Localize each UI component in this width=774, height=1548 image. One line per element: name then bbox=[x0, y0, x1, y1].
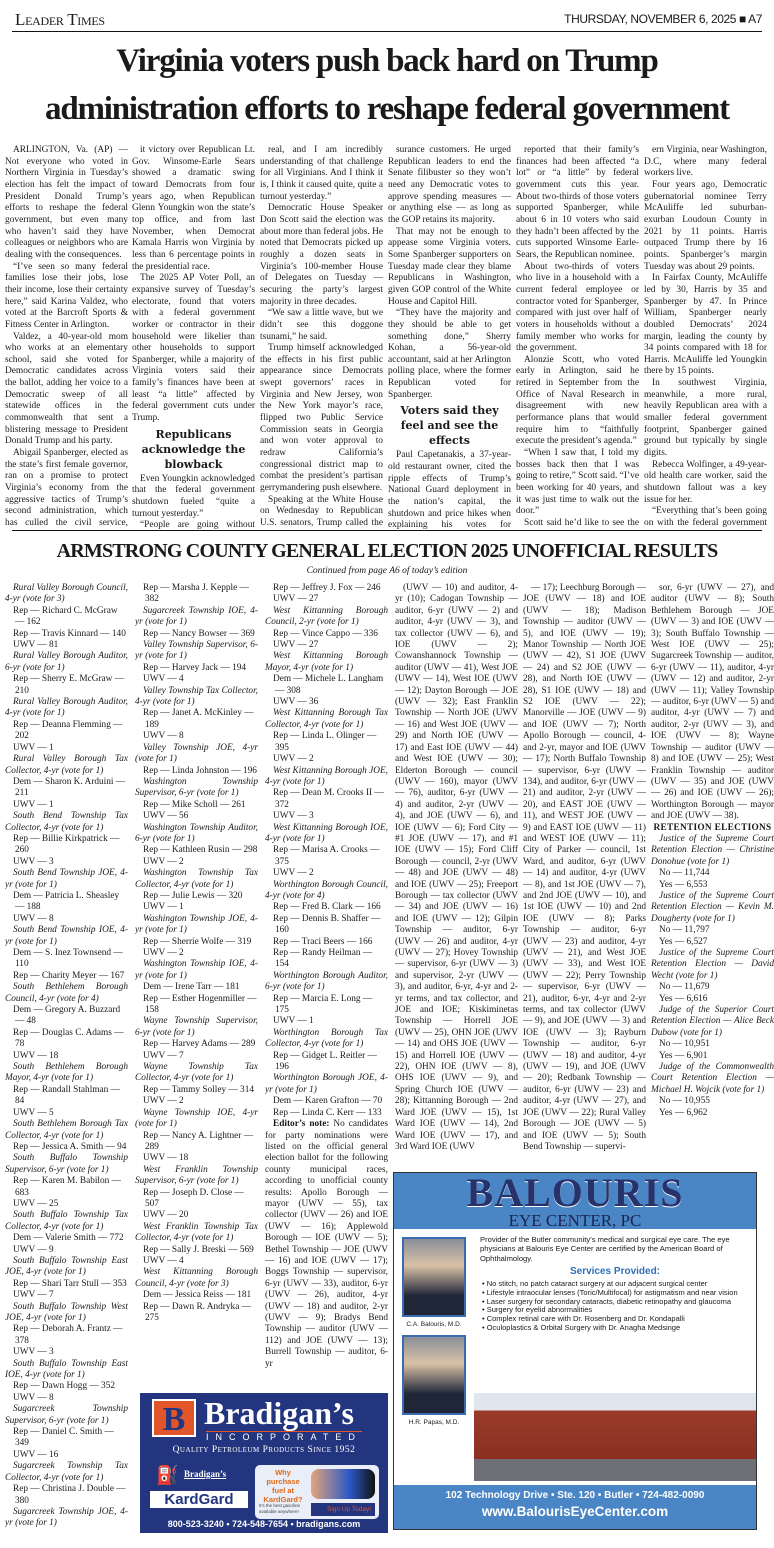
result-line: UWV — 27 bbox=[273, 594, 319, 605]
result-line: UWV — 1 bbox=[143, 902, 184, 913]
result-line: Dem — Irene Tarr — 181 bbox=[143, 982, 240, 993]
result-line: Rep — Deanna Flemming — 202 bbox=[13, 719, 123, 742]
race-title: Valley Township Supervisor, 6-yr (vote for 1) bbox=[135, 640, 258, 662]
result-line: UWV — 1 bbox=[13, 799, 54, 810]
result-line: No — 11,797 bbox=[659, 925, 710, 936]
result-line: Rep — Christina J. Double — 380 bbox=[13, 1484, 126, 1506]
paragraph: ARLINGTON, Va. (AP) — Not everyone who voted in Northern Virginia in Tuesday’s election has felt the impact of President Donald Trump’s efforts to reshape the federal government, but even many who haven’t said they have colleagues or neighbors who are dealing with the consequences. bbox=[5, 145, 128, 260]
race-title: Worthington Borough Tax Collector, 4-yr (vote for 1) bbox=[265, 1027, 388, 1050]
result-line: Dem — Valerie Smith — 772 bbox=[13, 1233, 124, 1244]
result-line: UWV — 81 bbox=[13, 640, 59, 651]
result-line: UWV — 20 bbox=[143, 1210, 189, 1221]
promo-question: Why purchase fuel at KardGard? bbox=[263, 1468, 303, 1504]
result-line: UWV — 25 bbox=[13, 1198, 59, 1209]
race-title: South Bend Township Tax Collector, 4-yr (vote for 1) bbox=[5, 811, 128, 833]
result-line: UWV — 2 bbox=[143, 856, 184, 867]
results-column bbox=[135, 583, 258, 1388]
race-title: Sugarcreek Township Supervisor, 6-yr (vote for 1) bbox=[5, 1404, 128, 1426]
divider bbox=[12, 31, 762, 32]
section-heading: RETENTION ELECTIONS bbox=[653, 822, 772, 833]
result-line: No — 11,744 bbox=[659, 868, 710, 879]
results-column bbox=[523, 583, 646, 1163]
paragraph: Paul Capetanakis, a 37-year-old restaurant owner, cited the ripple effects of Trump’s National Guard deployment in the nation’s capital, the shutdown and price hikes when explaining his votes for bbox=[388, 450, 511, 530]
kardgard-wordmark: KardGard bbox=[150, 1491, 248, 1508]
result-line: UWV — 4 bbox=[143, 1255, 184, 1266]
result-line: Yes — 6,901 bbox=[659, 1050, 708, 1061]
race-title: South Buffalo Township East JOE, 4-yr (vote for 1) bbox=[5, 1255, 128, 1278]
editors-note: sor, 6-yr (UWV — 27), and auditor (UWV — 8); South Bethlehem Borough — JOE (UWV — 3) and IOE (UWV — 3); South Buffalo Township — West IOE (UWV — 25); Sugarcreek Township — auditor, 6-yr (UWV — 11), auditor, 4-yr (UWV — 12) and auditor, 2-yr (UWV — 11); Valley Township — auditor, 6-yr (UWV — 5) and auditor, 4-yr (UWV — 7) and auditor, 2-yr (UWV — 3), and IOE (UWV — 8); Wayne Township — auditor (UWV — 8) and IOE (UWV — 25); West Franklin Township — auditor (UWV — 35) and JOE (UWV — 26) and IOE (UWV — 26); Worthington Borough — mayor and JOE (UWV — 38). bbox=[651, 583, 774, 822]
result-line: Rep — Karen M. Babilon — 683 bbox=[13, 1176, 121, 1198]
service-item: • No stitch, no patch cataract surgery at our adjacent surgical center bbox=[480, 1280, 752, 1289]
service-item: • Laser surgery for secondary cataracts, diabetic retinopathy and glaucoma bbox=[480, 1298, 752, 1307]
balouris-footer bbox=[394, 1485, 756, 1530]
paragraph: Speaking at the White House on Wednesday to Republican U.S. senators, Trump called the bbox=[260, 494, 383, 528]
building-photo bbox=[474, 1393, 756, 1481]
results-title bbox=[12, 537, 762, 565]
result-line: No — 10,951 bbox=[659, 1039, 710, 1050]
result-line: Rep — Harvey Jack — 194 bbox=[143, 662, 247, 673]
paragraph: About two-thirds of voters who live in a household with a current federal employee or contractor voted for Spanberger, compared with just over half of voters in households without a family member who works for the government. bbox=[516, 261, 639, 354]
results-subtitle: Continued from page A6 of today’s edition bbox=[306, 566, 468, 576]
service-item: • Lifestyle intraocular lenses (Toric/Multifocal) for astigmatism and near vision bbox=[480, 1289, 752, 1298]
paragraph: Four years ago, Democratic gubernatorial nominee Terry McAuliffe led suburban-exurban Loudoun County in 2021 by 11 points. Harris outpaced Trump there by 16 points. Spanberger’s margin Tuesday was about 29 points. bbox=[644, 179, 767, 272]
result-line: Rep — Dawn R. Andryka — 275 bbox=[143, 1301, 251, 1323]
race-title: South Bend Township JOE, 4-yr (vote for 1) bbox=[5, 868, 128, 890]
race-title: Washington Township JOE, 4-yr (vote for 1) bbox=[135, 913, 258, 936]
results-column bbox=[395, 583, 518, 1163]
result-line: Dem — Michele L. Langham — 308 bbox=[273, 674, 384, 696]
result-line: UWV — 3 bbox=[13, 1347, 54, 1358]
result-line: UWV — 2 bbox=[143, 1096, 184, 1107]
race-title: West Franklin Township Tax Collector, 4-yr (vote for 1) bbox=[135, 1221, 258, 1244]
race-title: Washington Township Supervisor, 6-yr (vote for 1) bbox=[135, 776, 258, 799]
race-title: West Franklin Township Supervisor, 6-yr (vote for 1) bbox=[135, 1164, 258, 1187]
result-line: Rep — Nancy Bowser — 369 bbox=[143, 628, 255, 639]
result-line: UWV — 2 bbox=[273, 868, 314, 879]
results-column bbox=[651, 583, 774, 1163]
balouris-banner bbox=[394, 1173, 756, 1229]
kardgard-brand: Bradigan’s bbox=[184, 1469, 227, 1479]
result-line: Rep — Deborah A. Frantz — 378 bbox=[13, 1324, 123, 1346]
results-column bbox=[5, 583, 128, 1548]
paragraph: Scott said he’d like to see the bbox=[524, 518, 639, 528]
result-line: UWV — 36 bbox=[273, 697, 319, 708]
race-title: West Kittanning Borough Council, 2-yr (vote for 1) bbox=[265, 605, 388, 628]
result-line: Rep — Gidget L. Reitler — 196 bbox=[273, 1050, 377, 1073]
result-line: Rep — Daniel C. Smith — 349 bbox=[13, 1427, 114, 1449]
article-column bbox=[260, 145, 383, 530]
service-item: • Complex retinal care with Dr. Rosenberg and Dr. Kondapalli bbox=[480, 1315, 752, 1324]
race-title: Justice of the Supreme Court Retention Election — David Wecht (vote for 1) bbox=[651, 948, 774, 981]
race-title: Justice of the Supreme Court Retention Election — Kevin M. Dougherty (vote for 1) bbox=[651, 890, 774, 924]
result-line: Rep — Dawn Hogg — 352 bbox=[13, 1381, 115, 1392]
result-line: No — 10,955 bbox=[659, 1096, 710, 1107]
result-line: UWV — 3 bbox=[13, 856, 54, 867]
result-line: UWV — 8 bbox=[143, 731, 184, 742]
headline-text: administration efforts to reshape federal government bbox=[45, 91, 729, 127]
race-title: Rural Valley Borough Council, 4-yr (vote for 3) bbox=[5, 583, 128, 605]
result-line: UWV — 7 bbox=[143, 1050, 184, 1061]
result-line: Rep — Jessica A. Smith — 94 bbox=[13, 1141, 127, 1152]
balouris-intro: Provider of the Butler community’s medical and surgical eye care. The eye physicians at Balouris Eye Center are certified by the American Board of Ophthalmology. bbox=[480, 1235, 730, 1263]
paragraph: Alonzie Scott, who voted early in Arlington, said he retired in September from the Office of Naval Research in disagreement with new performance plans that would require him to “faithfully execute the president’s agenda.” bbox=[516, 354, 639, 447]
result-line: UWV — 1 bbox=[13, 742, 54, 753]
signup-label: Sign Up Today! bbox=[311, 1503, 375, 1516]
divider bbox=[12, 530, 762, 531]
editors-note-text: No candidates for party nominations were listed on the official general election ballot for the following county municipal races, according to unofficial county results: Apollo Borough — mayor (UWV — 55), tax collector (UWV — 26) and IOE (UWV — 16); Applewold Borough — IOE (UWV — 5); Bethel Township — JOE (UWV — 16) and IOE (UWV — 17); Boggs Township — supervisor, 6-yr (UWV — 33), auditor, 6-yr (UWV — 26), auditor, 4-yr (UWV — 18) and auditor, 2-yr (UWV — 9); Bradys Bend Township — auditor (UWV — 112) and JOE (UWV — 13); Burrell Township — auditor, 6-yr bbox=[265, 1119, 388, 1369]
result-line: Dem — Gregory A. Buzzard — 48 bbox=[13, 1005, 121, 1027]
promo-note: It’s the best gasoline available anywhere! bbox=[259, 1503, 300, 1514]
race-title: Washington Township Auditor, 6-yr (vote for 1) bbox=[135, 822, 258, 844]
article-column bbox=[132, 145, 255, 530]
paragraph: Rebecca Wolfinger, a 49-year-old health care worker, said the shutdown fallout was a key issue for her. bbox=[644, 459, 767, 505]
services-title: Services Provided: bbox=[569, 1266, 661, 1277]
result-line: UWV — 9 bbox=[13, 1244, 54, 1255]
race-title: Rural Valley Borough Auditor, 4-yr (vote for 1) bbox=[5, 697, 128, 719]
result-line: Rep — Linda Johnston — 196 bbox=[143, 765, 257, 776]
result-line: UWV — 18 bbox=[13, 1050, 59, 1061]
race-title: South Buffalo Township Supervisor, 6-yr (vote for 1) bbox=[5, 1153, 128, 1175]
race-title: West Kittanning Borough Mayor, 4-yr (vote for 1) bbox=[265, 651, 388, 673]
paragraph: Democratic House Speaker Don Scott said the election was about more than federal jobs. He noted that Democrats picked up roughly a dozen seats in Virginia’s 100-member House of Delegates on Tuesday — securing the party’s largest majority in three decades. bbox=[260, 203, 383, 307]
race-title: South Bethlehem Borough Council, 4-yr (vote for 4) bbox=[5, 982, 128, 1004]
kardgard-promo bbox=[255, 1465, 379, 1519]
results-title-text: ARMSTRONG COUNTY GENERAL ELECTION 2025 UNOFFICIAL RESULTS bbox=[56, 540, 718, 562]
doctor-photo bbox=[402, 1237, 466, 1317]
race-title: South Bethlehem Borough Mayor, 4-yr (vote for 1) bbox=[5, 1062, 128, 1084]
result-line: Rep — Billie Kirkpatrick — 260 bbox=[13, 833, 120, 856]
race-title: Valley Township JOE, 4-yr (vote for 1) bbox=[135, 742, 258, 765]
result-line: Dem — Sharon K. Arduini — 211 bbox=[13, 776, 126, 799]
balouris-name: BALOURIS bbox=[466, 1172, 684, 1215]
bradigans-name: Bradigan’s bbox=[204, 1395, 354, 1431]
result-line: Rep — Douglas C. Adams — 78 bbox=[13, 1027, 124, 1050]
article-column bbox=[5, 145, 128, 530]
paragraph: “We saw a little wave, but we didn’t see this doggone tsunami,” he said. bbox=[260, 308, 383, 342]
result-line: Rep — Mike Scholl — 261 bbox=[143, 799, 246, 810]
result-line: Rep — Nancy A. Lightner — 289 bbox=[143, 1130, 253, 1152]
result-line: Yes — 6,616 bbox=[659, 993, 708, 1004]
result-line: Rep — Marcia E. Long — 175 bbox=[273, 993, 373, 1016]
balouris-website[interactable]: www.BalourisEyeCenter.com bbox=[481, 1504, 669, 1519]
result-line: UWV — 8 bbox=[13, 1392, 54, 1403]
result-line: Yes — 6,553 bbox=[659, 879, 708, 890]
race-title: South Bethlehem Borough Tax Collector, 4-yr (vote for 1) bbox=[5, 1119, 128, 1141]
result-line: Rep — Sherrie Wolfe — 319 bbox=[143, 936, 252, 947]
result-line: Rep — Dean M. Crooks II — 372 bbox=[273, 788, 384, 810]
balouris-ad[interactable] bbox=[393, 1172, 757, 1530]
balouris-address: 102 Technology Drive • Ste. 120 • Butler • 724-482-0090 bbox=[445, 1490, 705, 1501]
services-list bbox=[480, 1280, 752, 1333]
race-title: West Kittanning Borough IOE, 4-yr (vote for 1) bbox=[265, 822, 388, 844]
result-line: Rep — Marisa A. Crooks — 375 bbox=[273, 845, 380, 867]
paragraph: reported that their family’s finances had been affected “a lot” or “a little” by federal government cuts this year. About two-thirds of those voters supported Spanberger, while about 6 in 10 voters who said they hadn’t been affected by the cuts supported Winsome Earle-Sears, the Republican nominee. bbox=[516, 145, 639, 260]
service-item: • Oculoplastics & Orbital Surgery with Dr. Anagha Medsinge bbox=[480, 1324, 752, 1333]
result-line: Rep — Charity Meyer — 167 bbox=[13, 970, 125, 981]
fuel-pump-icon: ⛽ bbox=[156, 1465, 179, 1485]
headline-text: Virginia voters push back hard on Trump bbox=[116, 43, 658, 79]
balouris-sub: EYE CENTER, PC bbox=[508, 1211, 642, 1230]
doctor-caption: H.R. Papas, M.D. bbox=[408, 1419, 460, 1426]
fuel-nozzle-image bbox=[311, 1469, 375, 1499]
result-line: UWV — 5 bbox=[13, 1107, 54, 1118]
paragraph: “People are going without bbox=[140, 520, 255, 530]
result-line: UWV — 2 bbox=[273, 754, 314, 765]
race-title: Valley Township Tax Collector, 4-yr (vote for 1) bbox=[135, 685, 258, 708]
race-title: Worthington Borough Auditor, 6-yr (vote for 1) bbox=[265, 970, 388, 993]
editors-note: (UWV — 10) and auditor, 4-yr (10); Cadogan Township — auditor, 6-yr (UWV — 2) and auditor, 4-yr (UWV — 3), and tax collector (UWV — 6), and IOE (UWV — 2); Cowanshannock Township — auditor (UWV — 41), West JOE (UWV — 14), West IOE (UWV — 12); Dayton Borough — JOE (UWV — 32); East Franklin Township — North JOE (UWV — 16) and West JOE (UWV — 29) and North IOE (UWV — 17) and East IOE (UWV — 44) and West IOE (UWV — 30); Elderton Borough — council (UWV — 160), mayor (UWV — 76), auditor, 6-yr (UWV — 4) and auditor, 2-yr (UWV — 4), and JOE (UWV — 6), and IOE (UWV — 6); Ford City — #1 JOE (UWV — 17), and #1 IOE (UWV — 15); Ford Cliff Borough — council, 2-yr (UWV — 48) and JOE (UWV — 48) and IOE (UWV — 25); Freeport Borough — tax collector (UWV — 34) and JOE (UWV — 16) and IOE (UWV — 12); Gilpin Township — auditor, 6-yr (UWV — 26) and auditor, 4-yr (UWV — 27); Hovey Township — supervisor, 6-yr (UWV — 3) and supervisor, 2-yr (UWV — 3), and auditor, 6-yr, 4-yr and 2-yr terms, and tax collector, and JOE and IOE; Kiskiminetas Township — Horrell JOE (UWV — 25), OHN JOE (UWV — 14) and OHS JOE (UWV — 15) and Horrell IOE (UWV — 22), OHN IOE (UWV — 8), OHS IOE (UWV — 9), and Spring Church IOE (UWV — 28); Kittanning Borough — 2nd Ward JOE (UWV — 15), 1st Ward IOE (UWV — 14), 2nd Ward IOE (UWV — 17), and 3rd Ward IOE (UWV bbox=[395, 583, 518, 1152]
race-title: Sugarcreek Township IOE, 4-yr (vote for 1) bbox=[135, 605, 258, 628]
race-title: Wayne Township IOE, 4-yr (vote for 1) bbox=[135, 1107, 258, 1130]
result-line: UWV — 18 bbox=[143, 1153, 189, 1164]
doctor-photo bbox=[402, 1335, 466, 1415]
paragraph: In southwest Virginia, meanwhile, a more rural, heavily Republican area with a smaller federal government footprint, Spanberger gained ground but typically by single digits. bbox=[644, 378, 767, 459]
result-line: No — 11,679 bbox=[659, 982, 710, 993]
paragraph: “They have the majority and they should be able to get something done,” Sherry Kohan, a 56-year-old accountant, said at her Arlington polling place, where the former Republican voted for Spanberger. bbox=[388, 308, 511, 400]
race-title: Wayne Township Supervisor, 6-yr (vote for 1) bbox=[135, 1016, 258, 1038]
race-title: Wayne Township Tax Collector, 4-yr (vote for 1) bbox=[135, 1062, 258, 1084]
paragraph: “I’ve seen so many federal families lose their jobs, lose their income, lose their certainty here,” said Karina Valdez, who voted at the Barcroft Sports & Fitness Center in Arlington. bbox=[5, 261, 128, 330]
result-line: Rep — Randall Stahlman — 84 bbox=[13, 1084, 120, 1107]
subheading: Voters said they feel and see the effects bbox=[400, 404, 499, 448]
result-line: Rep — Dennis B. Shaffer — 160 bbox=[273, 913, 381, 936]
paragraph: In Fairfax County, McAuliffe led by 30, Harris by 35 and Spanberger by 47. In Prince William, Spanberger nearly doubled Democrats’ 2024 margin, leading the county by 34 points compared with 18 for Harris. McAuliffe led Youngkin there by 15 points. bbox=[644, 273, 767, 377]
race-title: Judge of the Commonwealth Court Retention Election — Michael H. Wojcik (vote for 1) bbox=[651, 1062, 774, 1095]
race-title: West Kittanning Borough Council, 4-yr (vote for 3) bbox=[135, 1267, 258, 1289]
race-title: West Kittanning Borough Tax Collector, 4-yr (vote for 1) bbox=[265, 708, 388, 730]
paragraph: “When I saw that, I told my bosses back then that I was going to retire,” Scott said. “I’ve been working for 40 years, and it was just time to walk out the door.” bbox=[516, 448, 639, 517]
result-line: Rep — Randy Heilman — 154 bbox=[273, 948, 373, 970]
race-title: Rural Valley Borough Tax Collector, 4-yr (vote for 1) bbox=[5, 754, 128, 776]
result-line: Dem — Jessica Reiss — 181 bbox=[143, 1290, 252, 1301]
result-line: Dem — Patricia L. Sheasley — 188 bbox=[13, 890, 120, 913]
race-title: South Buffalo Township West JOE, 4-yr (vote for 1) bbox=[5, 1301, 128, 1323]
result-line: Rep — Esther Hogenmiller — 158 bbox=[143, 993, 257, 1016]
masthead: Leader Times bbox=[15, 10, 105, 29]
race-title: Worthington Borough Council, 4-yr (vote for 4) bbox=[265, 879, 388, 901]
result-line: Rep — Sherry E. McGraw — 210 bbox=[13, 674, 125, 696]
kardgard-logo bbox=[150, 1465, 248, 1509]
result-line: UWV — 8 bbox=[13, 913, 54, 924]
doctor-caption: C.A. Balouris, M.D. bbox=[406, 1321, 462, 1328]
result-line: UWV — 1 bbox=[273, 1016, 314, 1027]
result-line: Rep — Linda L. Olinger — 395 bbox=[273, 731, 377, 753]
paragraph: Abigail Spanberger, elected as the state’s first female governor, ran on a promise to protect Virginia’s economy from the aggressive tactics of Trump’s second administration, which has culled the civil service, bbox=[5, 448, 128, 528]
result-line: Rep — Travis Kinnard — 140 bbox=[13, 628, 126, 639]
result-line: Dem — S. Inez Townsend — 110 bbox=[13, 948, 123, 970]
race-title: Worthington Borough JOE, 4-yr (vote for 1) bbox=[265, 1073, 388, 1095]
race-title: Washington Township IOE, 4-yr (vote for 1) bbox=[135, 959, 258, 981]
dateline: THURSDAY, NOVEMBER 6, 2025 ■ A7 bbox=[564, 12, 762, 26]
headline-line-1 bbox=[12, 38, 762, 84]
editors-note bbox=[265, 1119, 388, 1370]
race-title: West Kittanning Borough JOE, 4-yr (vote for 1) bbox=[265, 765, 388, 787]
result-line: Rep — Linda C. Kerr — 133 bbox=[273, 1107, 382, 1118]
race-title: Sugarcreek Township Tax Collector, 4-yr (vote for 1) bbox=[5, 1461, 128, 1483]
result-line: Rep — Harvey Adams — 289 bbox=[143, 1039, 256, 1050]
paragraph: real, and I am incredibly understanding of that challenge for all Virginians. And I think it is, I think it caused quite, quite a turnout yesterday.” bbox=[260, 145, 383, 202]
bradigans-ad[interactable] bbox=[140, 1393, 388, 1533]
result-line: Rep — Jeffrey J. Fox — 246 bbox=[273, 583, 381, 593]
result-line: UWV — 3 bbox=[273, 811, 314, 822]
headline-line-2 bbox=[12, 86, 762, 132]
race-title: Sugarcreek Township JOE, 4-yr (vote for 1) bbox=[5, 1506, 128, 1529]
paragraph: “Everything that’s been going on with the federal government bbox=[644, 506, 767, 528]
paragraph: Trump himself acknowledged the effects in his first public appearance since Democrats swept governors’ races in Virginia and New Jersey, won the New York mayor’s race, flipped two Public Service Commission seats in Georgia and won voter approval to redraw California’s congressional district map to combat the president’s partisan gerrymandering push elsewhere. bbox=[260, 343, 383, 494]
service-item: • Surgery for eyelid abnormalities bbox=[480, 1306, 752, 1315]
editors-note-label: Editor’s note: bbox=[273, 1119, 330, 1130]
bradigans-inc: INCORPORATED bbox=[206, 1432, 362, 1442]
race-title: Justice of the Supreme Court Retention Election — Christine Donohue (vote for 1) bbox=[651, 833, 774, 867]
result-line: Rep — Fred B. Clark — 166 bbox=[273, 902, 381, 913]
bradigans-tagline: Quality Petroleum Products Since 1952 bbox=[172, 1445, 356, 1455]
article-column bbox=[644, 145, 767, 530]
race-title: Rural Valley Borough Auditor, 6-yr (vote for 1) bbox=[5, 651, 128, 673]
paragraph: ern Virginia, near Washington, D.C, where many federal workers live. bbox=[644, 145, 767, 179]
result-line: Rep — Julie Lewis — 320 bbox=[143, 890, 243, 901]
result-line: UWV — 2 bbox=[143, 948, 184, 958]
result-line: Yes — 6,962 bbox=[659, 1107, 708, 1118]
result-line: Rep — Shari Tarr Stull — 353 bbox=[13, 1278, 127, 1289]
results-column bbox=[265, 583, 388, 1373]
bradigans-logo: B bbox=[152, 1399, 196, 1437]
result-line: Yes — 6,527 bbox=[659, 936, 708, 947]
result-line: UWV — 56 bbox=[143, 811, 189, 822]
race-title: South Buffalo Township East IOE, 4-yr (vote for 1) bbox=[5, 1358, 128, 1381]
result-line: UWV — 7 bbox=[13, 1290, 54, 1301]
race-title: Washington Township Tax Collector, 4-yr (vote for 1) bbox=[135, 868, 258, 890]
paragraph: The 2025 AP Voter Poll, an expansive survey of Tuesday’s electorate, found that voters with a federal government worker or contractor in their household were likelier than other households to support Spanberger, while a majority of Virginia voters said their family’s finances have been at least “a little” affected by federal government cuts under Trump. bbox=[132, 273, 255, 424]
result-line: Rep — Tammy Solley — 314 bbox=[143, 1084, 254, 1095]
paragraph: surance customers. He urged Republican leaders to end the Senate filibuster so they won’t need any Democratic votes to approve spending measures — or anything else — as long as the GOP retains its majority. bbox=[388, 145, 511, 225]
subheading: Republicans acknowledge the blowback bbox=[141, 427, 246, 471]
result-line: UWV — 16 bbox=[13, 1449, 59, 1460]
race-title: South Bend Township IOE, 4-yr (vote for 1) bbox=[5, 925, 128, 947]
editors-note: — 17); Leechburg Borough — JOE (UWV — 18) and IOE (UWV — 18); Madison Township — auditor (UWV — 5), and IOE (UWV — 19); Manor Township — North JOE (UWV — 42), S1 JOE (UWV — 24) and S2 JOE (UWV — 28), and North IOE (UWV — 28), S1 IOE (UWV — 18) and S2 IOE (UWV — 22); Manorville — JOE (UWV — 9) and IOE (UWV — 7); North Apollo Borough — council, 4- and 2-yr, mayor and IOE (UWV — 17); North Buffalo Township — supervisor, 6-yr (UWV — 134), and auditor, 6-yr (UWV — 21) and auditor, 2-yr (UWV — 20), and EAST JOE (UWV — 11), and WEST JOE (UWV — 9) and EAST IOE (UWV — 11) and WEST IOE (UWV — 11); City of Parker — council, 1st Ward, and auditor, 6-yr (UWV — 14) and auditor, 4-yr (UWV — 8), and 1st JOE (UWV — 7), and 2nd JOE (UWV — 10), and 1st IOE (UWV — 10) and 2nd IOE (UWV — 8); Parks Township — auditor, 6-yr (UWV — 23) and auditor, 4-yr (UWV — 21), and West JOE (UWV — 33), and West IOE (UWV — 22); Perry Township — supervisor, 6-yr (UWV — 21), auditor, 6-yr, 4-yr and 2-yr terms, and tax collector (UWV — 9), and JOE (UWV — 3) and IOE (UWV — 3); Rayburn Township — auditor, 6-yr (UWV — 18) and auditor, 4-yr (UWV — 19), and JOE (UWV — 20); Redbank Township — auditor, 6-yr (UWV — 23) and auditor, 4-yr (UWV — 27), and JOE (UWV — 22); Rural Valley Borough — JOE (UWV — 5) and IOE (UWV — 5); South Bend Township — supervi- bbox=[523, 583, 646, 1152]
result-line: Rep — Traci Beers — 166 bbox=[273, 936, 373, 947]
paragraph: That may not be enough to appease some Virginia voters. Some Spanberger supporters on Tuesday made clear they blame Republicans in Washington, given GOP control of the White House and Capitol Hill. bbox=[388, 226, 511, 307]
article-column bbox=[516, 145, 639, 530]
bradigans-contact: 800-523-3240 • 724-548-7654 • bradigans.com bbox=[167, 1519, 361, 1529]
result-line: Dem — Karen Grafton — 70 bbox=[273, 1096, 383, 1107]
article-column bbox=[388, 145, 511, 530]
result-line: Rep — Sally J. Breski — 569 bbox=[143, 1244, 254, 1255]
result-line: UWV — 4 bbox=[143, 674, 184, 685]
result-line: UWV — 27 bbox=[273, 640, 319, 651]
result-line: Rep — Vince Cappo — 336 bbox=[273, 628, 378, 639]
paragraph: Valdez, a 40-year-old mom who works at an elementary school, said she voted for Democratic candidates across the ballot, adding her voice to a Democratic sweep of all statewide offices in the commonwealth that sent a blistering message to President Donald Trump and his party. bbox=[5, 331, 128, 447]
result-line: Rep — Janet A. McKinley — 189 bbox=[143, 708, 254, 730]
result-line: Rep — Marsha J. Kepple — 382 bbox=[143, 583, 249, 605]
result-line: Rep — Richard C. McGraw — 162 bbox=[13, 605, 118, 628]
race-title: South Buffalo Township Tax Collector, 4-yr (vote for 1) bbox=[5, 1210, 128, 1232]
result-line: Rep — Joseph D. Close — 507 bbox=[143, 1187, 244, 1209]
result-line: Rep — Kathleen Rusin — 298 bbox=[143, 845, 258, 856]
paragraph: Even Youngkin acknowledged that the federal government shutdown fueled “quite a turnout yesterday.” bbox=[132, 473, 255, 519]
race-title: Judge of the Superior Court Retention Election — Alice Beck Dubow (vote for 1) bbox=[651, 1005, 774, 1038]
paragraph: it victory over Republican Lt. Gov. Winsome-Earle Sears showed a dramatic swing toward Democrats from four years ago, when Republican Glenn Youngkin won the state’s top office, and from last November, when Democrat Kamala Harris won Virginia by less than 6 percentage points in the presidential race. bbox=[132, 145, 255, 272]
